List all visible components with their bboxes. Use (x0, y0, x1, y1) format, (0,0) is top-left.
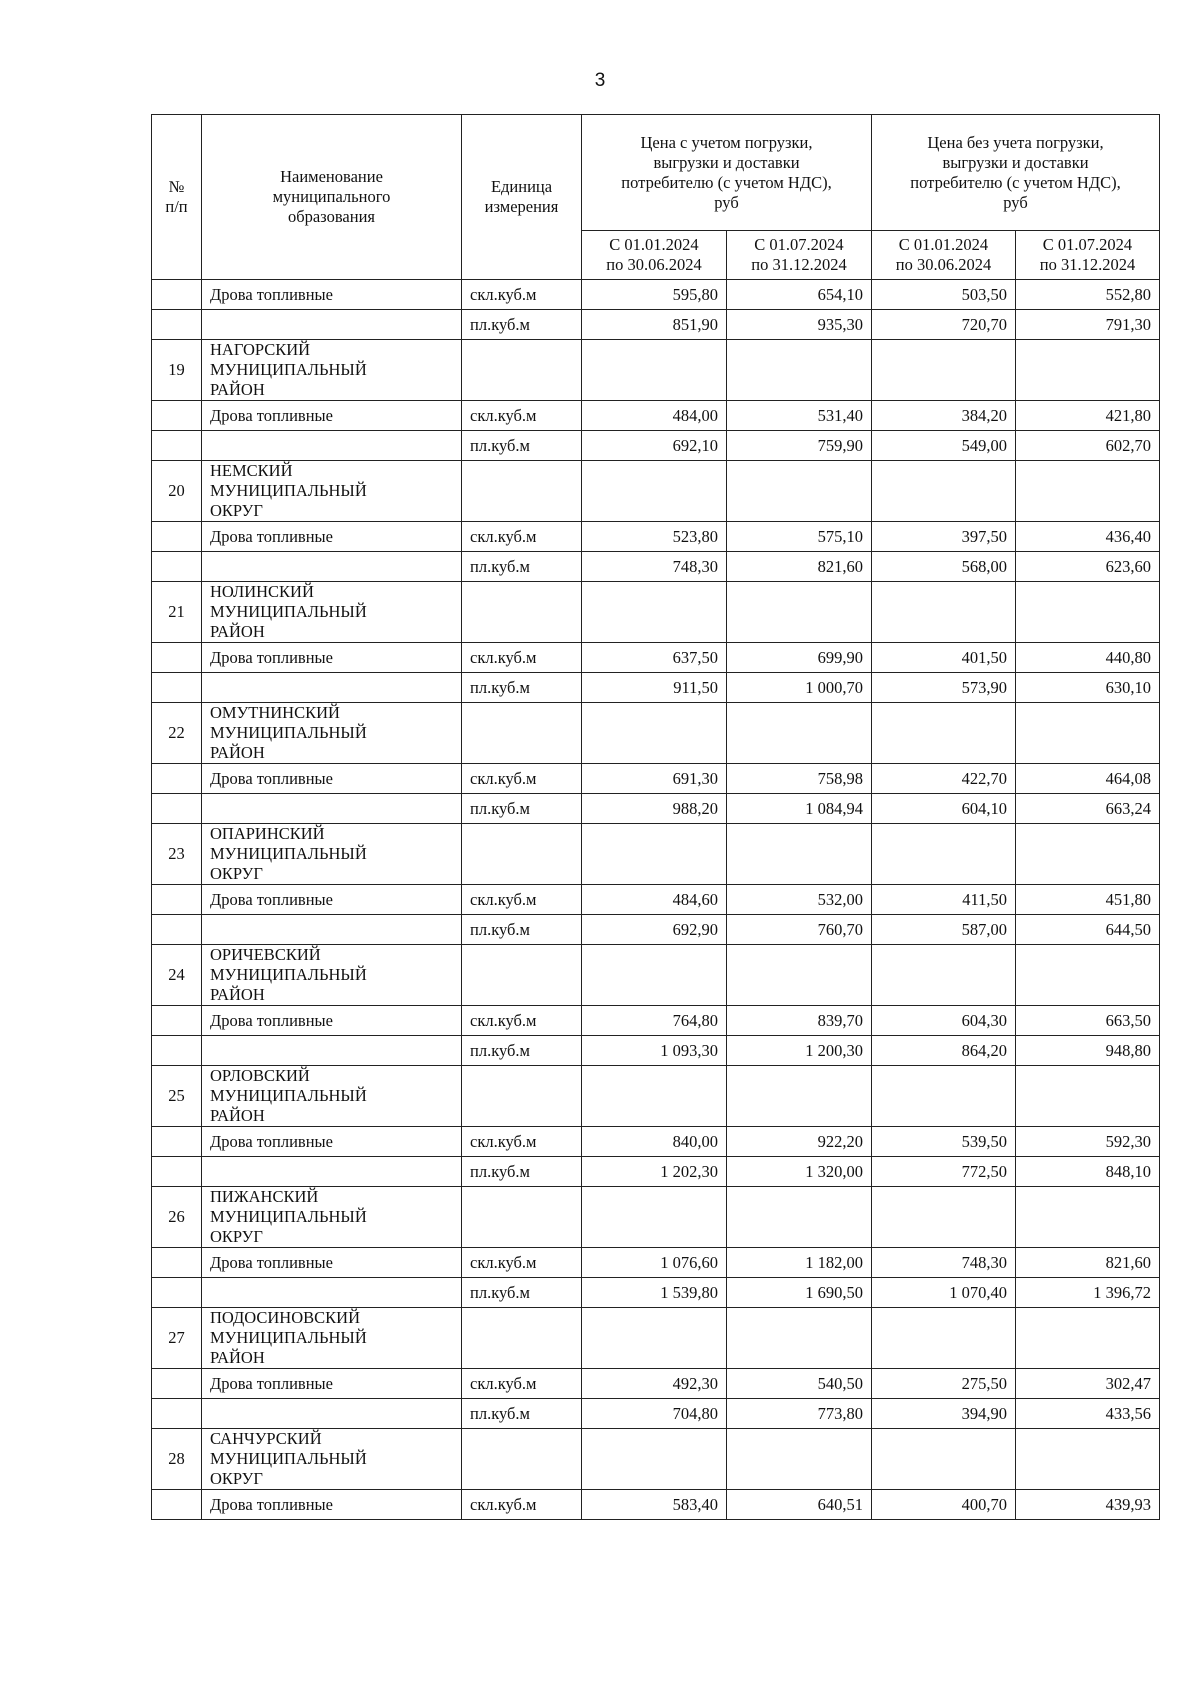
empty-cell (582, 1308, 727, 1369)
row-index: 20 (152, 461, 202, 522)
empty-cell (462, 945, 582, 1006)
row-index: 21 (152, 582, 202, 643)
price-cell: 573,90 (872, 673, 1016, 703)
empty-cell (152, 1006, 202, 1036)
price-cell: 1 200,30 (727, 1036, 872, 1066)
empty-cell (727, 340, 872, 401)
price-cell: 1 396,72 (1016, 1278, 1160, 1308)
empty-cell (462, 703, 582, 764)
empty-cell (872, 945, 1016, 1006)
empty-cell (727, 582, 872, 643)
unit-cell: пл.куб.м (462, 1157, 582, 1187)
empty-cell (152, 1036, 202, 1066)
page-number: 3 (594, 70, 606, 91)
header-period-2: С 01.07.2024 по 31.12.2024 (727, 231, 872, 280)
empty-cell (582, 703, 727, 764)
empty-cell (582, 1187, 727, 1248)
price-cell: 552,80 (1016, 280, 1160, 310)
product-name (202, 1399, 462, 1429)
municipality-row (152, 945, 1160, 1006)
product-name (202, 915, 462, 945)
price-cell: 644,50 (1016, 915, 1160, 945)
empty-cell (727, 1187, 872, 1248)
table-row (152, 1157, 1160, 1187)
header-price-with-delivery: Цена с учетом погрузки, выгрузки и доставки потребителю (с учетом НДС), руб (582, 115, 872, 231)
header-period-3: С 01.01.2024 по 30.06.2024 (872, 231, 1016, 280)
table-body (152, 280, 1160, 1520)
product-name: Дрова топливные (202, 401, 462, 431)
empty-cell (1016, 1187, 1160, 1248)
municipality-name: ОМУТНИНСКИЙ МУНИЦИПАЛЬНЫЙ РАЙОН (202, 703, 462, 764)
table-row (152, 643, 1160, 673)
empty-cell (872, 703, 1016, 764)
empty-cell (582, 461, 727, 522)
empty-cell (1016, 945, 1160, 1006)
unit-cell: скл.куб.м (462, 1490, 582, 1520)
empty-cell (872, 1308, 1016, 1369)
municipality-row (152, 1066, 1160, 1127)
price-cell: 748,30 (582, 552, 727, 582)
municipality-name: САНЧУРСКИЙ МУНИЦИПАЛЬНЫЙ ОКРУГ (202, 1429, 462, 1490)
product-name (202, 794, 462, 824)
header-name: Наименование муниципального образования (202, 115, 462, 280)
price-cell: 1 070,40 (872, 1278, 1016, 1308)
empty-cell (582, 582, 727, 643)
table-row (152, 1399, 1160, 1429)
price-cell: 851,90 (582, 310, 727, 340)
empty-cell (582, 340, 727, 401)
empty-cell (152, 915, 202, 945)
municipality-row (152, 1429, 1160, 1490)
product-name (202, 552, 462, 582)
row-index: 22 (152, 703, 202, 764)
header-unit: Единица измерения (462, 115, 582, 280)
price-cell: 630,10 (1016, 673, 1160, 703)
price-cell: 592,30 (1016, 1127, 1160, 1157)
unit-cell: пл.куб.м (462, 915, 582, 945)
price-cell: 821,60 (727, 552, 872, 582)
price-cell: 692,90 (582, 915, 727, 945)
price-cell: 821,60 (1016, 1248, 1160, 1278)
price-cell: 922,20 (727, 1127, 872, 1157)
empty-cell (872, 461, 1016, 522)
empty-cell (152, 643, 202, 673)
product-name (202, 431, 462, 461)
product-name (202, 1278, 462, 1308)
header-period-4: С 01.07.2024 по 31.12.2024 (1016, 231, 1160, 280)
row-index: 19 (152, 340, 202, 401)
price-cell: 602,70 (1016, 431, 1160, 461)
empty-cell (1016, 582, 1160, 643)
product-name (202, 310, 462, 340)
table-row (152, 1248, 1160, 1278)
unit-cell: пл.куб.м (462, 794, 582, 824)
price-cell: 1 320,00 (727, 1157, 872, 1187)
unit-cell: пл.куб.м (462, 431, 582, 461)
product-name: Дрова топливные (202, 643, 462, 673)
price-cell: 759,90 (727, 431, 872, 461)
table-row (152, 1036, 1160, 1066)
price-cell: 623,60 (1016, 552, 1160, 582)
empty-cell (152, 794, 202, 824)
price-cell: 595,80 (582, 280, 727, 310)
empty-cell (582, 1429, 727, 1490)
product-name: Дрова топливные (202, 1127, 462, 1157)
table-header (152, 115, 1160, 280)
empty-cell (1016, 1066, 1160, 1127)
unit-cell: скл.куб.м (462, 1006, 582, 1036)
price-cell: 575,10 (727, 522, 872, 552)
empty-cell (462, 461, 582, 522)
empty-cell (1016, 703, 1160, 764)
price-cell: 764,80 (582, 1006, 727, 1036)
empty-cell (462, 824, 582, 885)
price-cell: 1 182,00 (727, 1248, 872, 1278)
unit-cell: скл.куб.м (462, 280, 582, 310)
empty-cell (152, 1157, 202, 1187)
municipality-name: ПИЖАНСКИЙ МУНИЦИПАЛЬНЫЙ ОКРУГ (202, 1187, 462, 1248)
municipality-row (152, 582, 1160, 643)
table-row (152, 280, 1160, 310)
empty-cell (152, 1248, 202, 1278)
unit-cell: пл.куб.м (462, 673, 582, 703)
empty-cell (152, 1369, 202, 1399)
price-cell: 384,20 (872, 401, 1016, 431)
price-cell: 1 539,80 (582, 1278, 727, 1308)
product-name (202, 1157, 462, 1187)
municipality-name: ПОДОСИНОВСКИЙ МУНИЦИПАЛЬНЫЙ РАЙОН (202, 1308, 462, 1369)
empty-cell (872, 582, 1016, 643)
price-cell: 663,50 (1016, 1006, 1160, 1036)
price-cell: 691,30 (582, 764, 727, 794)
price-cell: 699,90 (727, 643, 872, 673)
empty-cell (872, 340, 1016, 401)
price-cell: 1 076,60 (582, 1248, 727, 1278)
price-cell: 848,10 (1016, 1157, 1160, 1187)
price-cell: 864,20 (872, 1036, 1016, 1066)
table-row (152, 552, 1160, 582)
price-cell: 988,20 (582, 794, 727, 824)
municipality-row (152, 461, 1160, 522)
price-cell: 640,51 (727, 1490, 872, 1520)
price-cell: 583,40 (582, 1490, 727, 1520)
table-row (152, 915, 1160, 945)
empty-cell (872, 1187, 1016, 1248)
empty-cell (582, 945, 727, 1006)
price-cell: 549,00 (872, 431, 1016, 461)
price-cell: 523,80 (582, 522, 727, 552)
header-price-without-delivery: Цена без учета погрузки, выгрузки и доставки потребителю (с учетом НДС), руб (872, 115, 1160, 231)
empty-cell (152, 1127, 202, 1157)
empty-cell (462, 1429, 582, 1490)
price-cell: 400,70 (872, 1490, 1016, 1520)
row-index: 27 (152, 1308, 202, 1369)
table-row (152, 522, 1160, 552)
unit-cell: пл.куб.м (462, 310, 582, 340)
unit-cell: скл.куб.м (462, 885, 582, 915)
price-cell: 433,56 (1016, 1399, 1160, 1429)
price-cell: 440,80 (1016, 643, 1160, 673)
price-cell: 663,24 (1016, 794, 1160, 824)
municipality-name: НОЛИНСКИЙ МУНИЦИПАЛЬНЫЙ РАЙОН (202, 582, 462, 643)
unit-cell: пл.куб.м (462, 552, 582, 582)
price-cell: 539,50 (872, 1127, 1016, 1157)
empty-cell (1016, 1308, 1160, 1369)
empty-cell (1016, 1429, 1160, 1490)
empty-cell (152, 522, 202, 552)
unit-cell: скл.куб.м (462, 1369, 582, 1399)
price-cell: 654,10 (727, 280, 872, 310)
product-name: Дрова топливные (202, 885, 462, 915)
unit-cell: скл.куб.м (462, 401, 582, 431)
municipality-name: НАГОРСКИЙ МУНИЦИПАЛЬНЫЙ РАЙОН (202, 340, 462, 401)
unit-cell: пл.куб.м (462, 1278, 582, 1308)
table-row (152, 1490, 1160, 1520)
empty-cell (727, 1308, 872, 1369)
product-name: Дрова топливные (202, 1248, 462, 1278)
price-cell: 839,70 (727, 1006, 872, 1036)
header-period-1: С 01.01.2024 по 30.06.2024 (582, 231, 727, 280)
price-cell: 935,30 (727, 310, 872, 340)
row-index: 25 (152, 1066, 202, 1127)
price-cell: 302,47 (1016, 1369, 1160, 1399)
firewood-price-table (151, 114, 1160, 1520)
price-cell: 568,00 (872, 552, 1016, 582)
empty-cell (152, 310, 202, 340)
price-cell: 1 690,50 (727, 1278, 872, 1308)
unit-cell: пл.куб.м (462, 1399, 582, 1429)
price-cell: 484,60 (582, 885, 727, 915)
empty-cell (582, 824, 727, 885)
table-row (152, 1006, 1160, 1036)
price-cell: 773,80 (727, 1399, 872, 1429)
empty-cell (727, 824, 872, 885)
row-index: 24 (152, 945, 202, 1006)
price-cell: 1 093,30 (582, 1036, 727, 1066)
price-cell: 772,50 (872, 1157, 1016, 1187)
price-cell: 484,00 (582, 401, 727, 431)
municipality-row (152, 703, 1160, 764)
empty-cell (727, 461, 872, 522)
product-name: Дрова топливные (202, 1490, 462, 1520)
row-index: 28 (152, 1429, 202, 1490)
table-row (152, 885, 1160, 915)
empty-cell (727, 1066, 872, 1127)
price-cell: 758,98 (727, 764, 872, 794)
table-row (152, 764, 1160, 794)
empty-cell (872, 824, 1016, 885)
empty-cell (152, 764, 202, 794)
price-cell: 394,90 (872, 1399, 1016, 1429)
price-cell: 587,00 (872, 915, 1016, 945)
price-cell: 492,30 (582, 1369, 727, 1399)
price-cell: 439,93 (1016, 1490, 1160, 1520)
table-row (152, 1369, 1160, 1399)
row-index: 23 (152, 824, 202, 885)
empty-cell (462, 1066, 582, 1127)
price-cell: 748,30 (872, 1248, 1016, 1278)
municipality-name: ОРИЧЕВСКИЙ МУНИЦИПАЛЬНЫЙ РАЙОН (202, 945, 462, 1006)
empty-cell (152, 401, 202, 431)
unit-cell: скл.куб.м (462, 643, 582, 673)
municipality-name: ОРЛОВСКИЙ МУНИЦИПАЛЬНЫЙ РАЙОН (202, 1066, 462, 1127)
empty-cell (727, 1429, 872, 1490)
municipality-row (152, 1308, 1160, 1369)
price-cell: 1 084,94 (727, 794, 872, 824)
empty-cell (727, 703, 872, 764)
municipality-row (152, 1187, 1160, 1248)
empty-cell (727, 945, 872, 1006)
price-cell: 720,70 (872, 310, 1016, 340)
empty-cell (462, 582, 582, 643)
municipality-row (152, 824, 1160, 885)
table-row (152, 1278, 1160, 1308)
table-row (152, 794, 1160, 824)
municipality-name: ОПАРИНСКИЙ МУНИЦИПАЛЬНЫЙ ОКРУГ (202, 824, 462, 885)
product-name (202, 1036, 462, 1066)
price-cell: 637,50 (582, 643, 727, 673)
empty-cell (152, 431, 202, 461)
municipality-row (152, 340, 1160, 401)
unit-cell: скл.куб.м (462, 764, 582, 794)
empty-cell (152, 280, 202, 310)
header-num: № п/п (152, 115, 202, 280)
empty-cell (152, 1278, 202, 1308)
product-name: Дрова топливные (202, 764, 462, 794)
price-cell: 1 202,30 (582, 1157, 727, 1187)
table-row (152, 431, 1160, 461)
price-cell: 436,40 (1016, 522, 1160, 552)
unit-cell: скл.куб.м (462, 1248, 582, 1278)
price-cell: 422,70 (872, 764, 1016, 794)
empty-cell (582, 1066, 727, 1127)
price-cell: 503,50 (872, 280, 1016, 310)
product-name: Дрова топливные (202, 522, 462, 552)
empty-cell (152, 1399, 202, 1429)
price-cell: 397,50 (872, 522, 1016, 552)
unit-cell: скл.куб.м (462, 1127, 582, 1157)
price-cell: 760,70 (727, 915, 872, 945)
row-index: 26 (152, 1187, 202, 1248)
table-row (152, 401, 1160, 431)
price-cell: 604,10 (872, 794, 1016, 824)
municipality-name: НЕМСКИЙ МУНИЦИПАЛЬНЫЙ ОКРУГ (202, 461, 462, 522)
price-cell: 911,50 (582, 673, 727, 703)
price-cell: 532,00 (727, 885, 872, 915)
empty-cell (1016, 461, 1160, 522)
price-cell: 275,50 (872, 1369, 1016, 1399)
price-cell: 401,50 (872, 643, 1016, 673)
price-cell: 692,10 (582, 431, 727, 461)
table-row (152, 1127, 1160, 1157)
price-cell: 531,40 (727, 401, 872, 431)
empty-cell (462, 340, 582, 401)
price-cell: 540,50 (727, 1369, 872, 1399)
empty-cell (152, 1490, 202, 1520)
unit-cell: скл.куб.м (462, 522, 582, 552)
product-name: Дрова топливные (202, 1369, 462, 1399)
price-cell: 451,80 (1016, 885, 1160, 915)
price-cell: 948,80 (1016, 1036, 1160, 1066)
product-name: Дрова топливные (202, 1006, 462, 1036)
empty-cell (462, 1308, 582, 1369)
price-cell: 411,50 (872, 885, 1016, 915)
empty-cell (152, 552, 202, 582)
empty-cell (872, 1429, 1016, 1490)
product-name (202, 673, 462, 703)
price-cell: 464,08 (1016, 764, 1160, 794)
price-cell: 791,30 (1016, 310, 1160, 340)
price-cell: 604,30 (872, 1006, 1016, 1036)
price-cell: 1 000,70 (727, 673, 872, 703)
empty-cell (1016, 824, 1160, 885)
empty-cell (152, 673, 202, 703)
table-row (152, 310, 1160, 340)
empty-cell (152, 885, 202, 915)
product-name: Дрова топливные (202, 280, 462, 310)
unit-cell: пл.куб.м (462, 1036, 582, 1066)
price-cell: 704,80 (582, 1399, 727, 1429)
empty-cell (1016, 340, 1160, 401)
empty-cell (462, 1187, 582, 1248)
price-cell: 421,80 (1016, 401, 1160, 431)
empty-cell (872, 1066, 1016, 1127)
table-row (152, 673, 1160, 703)
price-cell: 840,00 (582, 1127, 727, 1157)
